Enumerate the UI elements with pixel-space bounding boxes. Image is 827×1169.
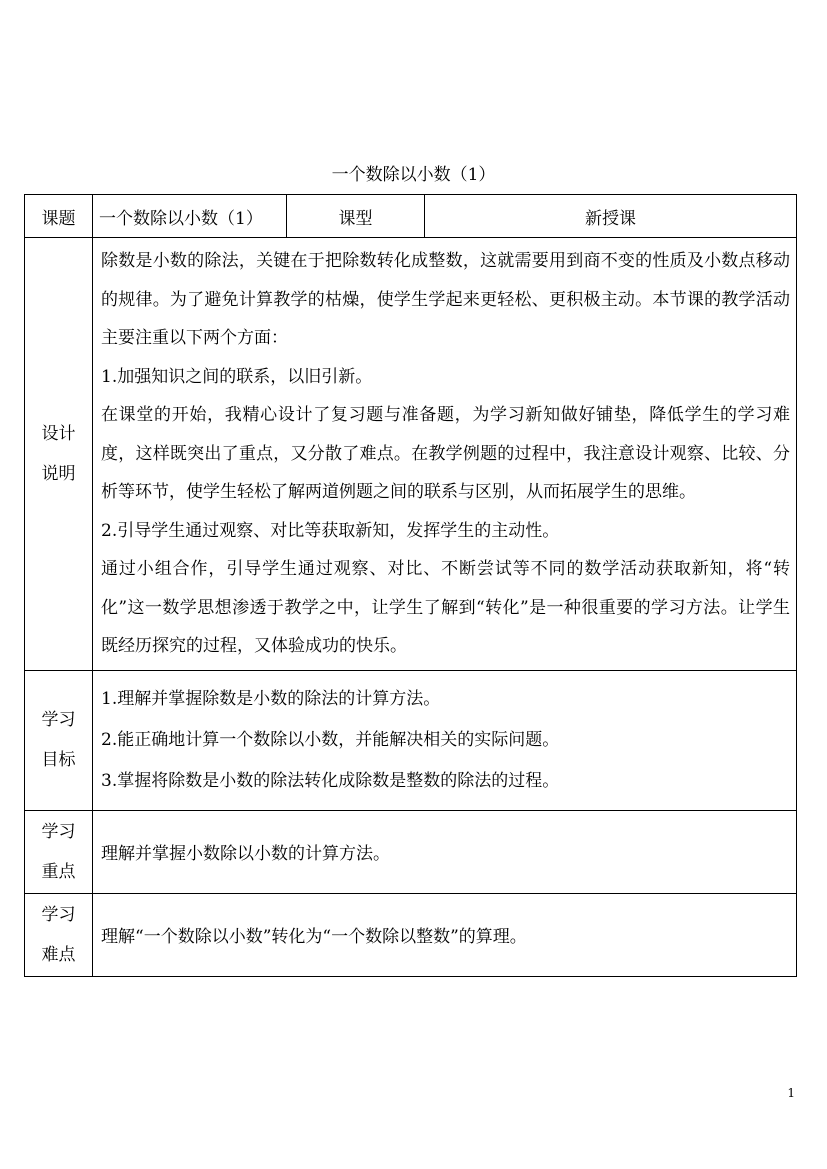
goals-label-line1: 学习 <box>41 710 76 730</box>
topic-value: 一个数除以小数（1） <box>93 195 287 238</box>
type-label: 课型 <box>287 195 425 238</box>
design-content <box>93 238 797 671</box>
difficulty-label-line2: 难点 <box>41 944 76 965</box>
design-label-line2: 说明 <box>41 463 76 484</box>
goals-content <box>93 670 797 810</box>
design-paragraph: 通过小组合作，引导学生通过观察、对比、不断尝试等不同的数学活动获取新知，将“转化”这一数学思想渗透于教学之中，让学生了解到“转化”是一种很重要的学习方法。让学生既经历探究的过程，又体验成功的快乐。 <box>101 559 790 656</box>
design-paragraph: 在课堂的开始，我精心设计了复习题与准备题，为学习新知做好铺垫，降低学生的学习难度，这样既突出了重点，又分散了难点。在教学例题的过程中，我注意设计观察、比较、分析等环节，使学生轻松了解两道例题之间的联系与区别，从而拓展学生的思维。 <box>101 405 790 502</box>
difficulty-content: 理解“一个数除以小数”转化为“一个数除以整数”的算理。 <box>93 893 797 976</box>
goal-item: 1.理解并掌握除数是小数的除法的计算方法。 <box>101 688 441 709</box>
design-label <box>25 238 93 671</box>
goal-item: 2.能正确地计算一个数除以小数，并能解决相关的实际问题。 <box>101 729 560 750</box>
goals-row <box>25 670 797 810</box>
difficulty-row <box>25 893 797 976</box>
goals-label <box>25 670 93 810</box>
design-paragraph: 2.引导学生通过观察、对比等获取新知，发挥学生的主动性。 <box>101 520 560 541</box>
type-value: 新授课 <box>425 195 797 238</box>
focus-label <box>25 810 93 893</box>
focus-content: 理解并掌握小数除以小数的计算方法。 <box>93 810 797 893</box>
design-row <box>25 238 797 671</box>
header-row <box>25 195 797 238</box>
document-title: 一个数除以小数（1） <box>331 165 496 185</box>
focus-label-line1: 学习 <box>41 821 76 842</box>
design-paragraph: 1.加强知识之间的联系，以旧引新。 <box>101 366 373 387</box>
topic-label: 课题 <box>25 195 93 238</box>
design-paragraph: 除数是小数的除法，关键在于把除数转化成整数，这就需要用到商不变的性质及小数点移动的规律。为了避免计算教学的枯燥，使学生学起来更轻松、更积极主动。本节课的教学活动主要注重以下两个方面： <box>101 251 790 348</box>
focus-label-line2: 重点 <box>41 861 76 882</box>
goals-label-line2: 目标 <box>41 750 76 770</box>
lesson-plan-table <box>24 194 797 977</box>
goal-item: 3.掌握将除数是小数的除法转化成除数是整数的除法的过程。 <box>101 770 560 791</box>
focus-row <box>25 810 797 893</box>
design-label-line1: 设计 <box>41 423 76 444</box>
difficulty-label-line1: 学习 <box>41 904 76 925</box>
page-number: 1 <box>787 1086 795 1100</box>
difficulty-label <box>25 893 93 976</box>
